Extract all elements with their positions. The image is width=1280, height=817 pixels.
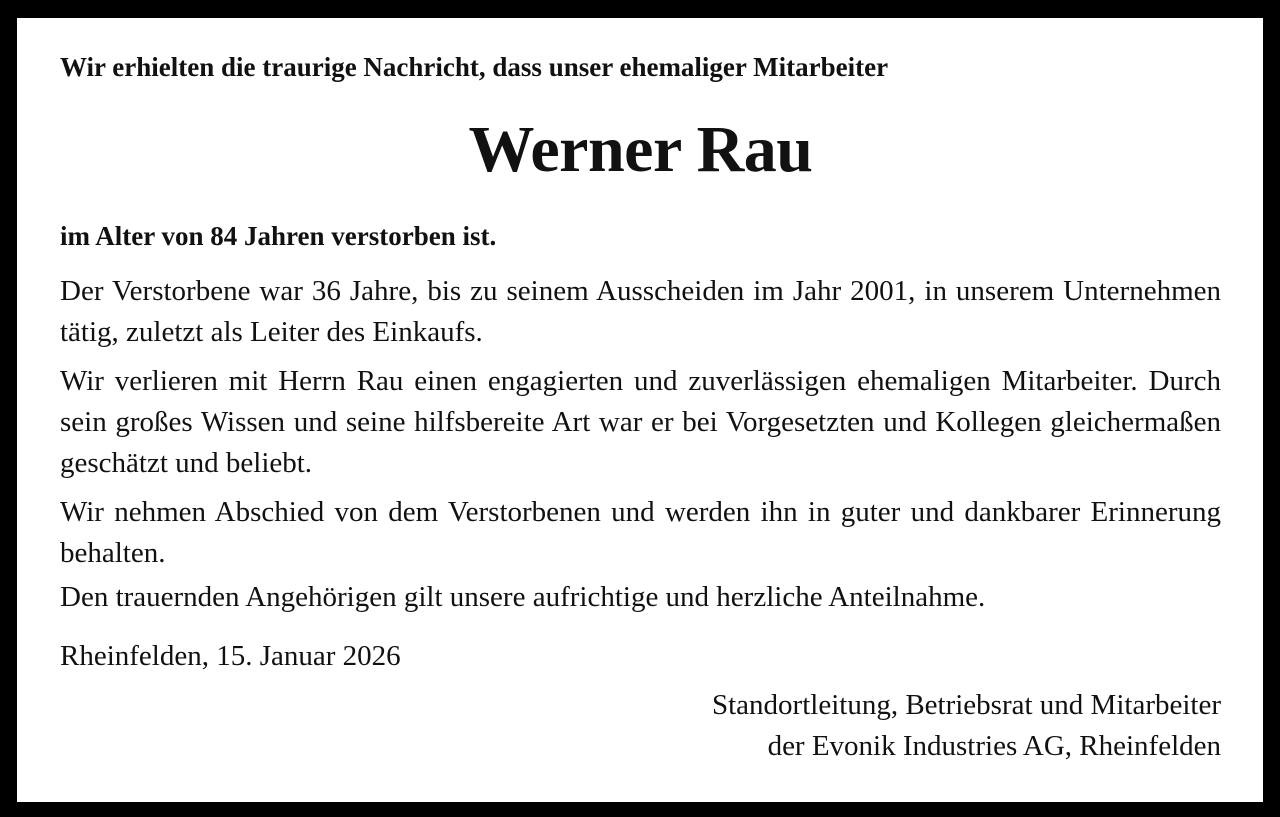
signature-block (712, 685, 1221, 767)
paragraph-tribute: Wir verlieren mit Herrn Rau einen engagierten und zuverlässigen ehemaligen Mitarbeiter. Durch sein großes Wissen und seine hilfsbereite Art war er bei Vorgesetzten und Kollegen gleichermaßen geschätzt und beliebt. (60, 365, 1221, 479)
deceased-name: Werner Rau (468, 113, 813, 186)
age-line: im Alter von 84 Jahren verstorben ist. (60, 221, 497, 251)
paragraph-condolence: Den trauernden Angehörigen gilt unsere aufrichtige und herzliche Anteilnahme. (60, 581, 986, 613)
signature-line-2: der Evonik Industries AG, Rheinfelden (767, 730, 1221, 762)
paragraph-farewell: Wir nehmen Abschied von dem Verstorbenen und werden ihn in guter und dankbarer Erinnerung behalten. (60, 496, 1221, 569)
paragraph-career: Der Verstorbene war 36 Jahre, bis zu seinem Ausscheiden im Jahr 2001, in unserem Unternehmen tätig, zuletzt als Leiter des Einkaufs. (60, 275, 1221, 348)
place-date: Rheinfelden, 15. Januar 2026 (60, 640, 401, 672)
intro-line: Wir erhielten die traurige Nachricht, dass unser ehemaliger Mitarbeiter (60, 52, 889, 82)
signature-line-1: Standortleitung, Betriebsrat und Mitarbeiter (712, 689, 1221, 721)
